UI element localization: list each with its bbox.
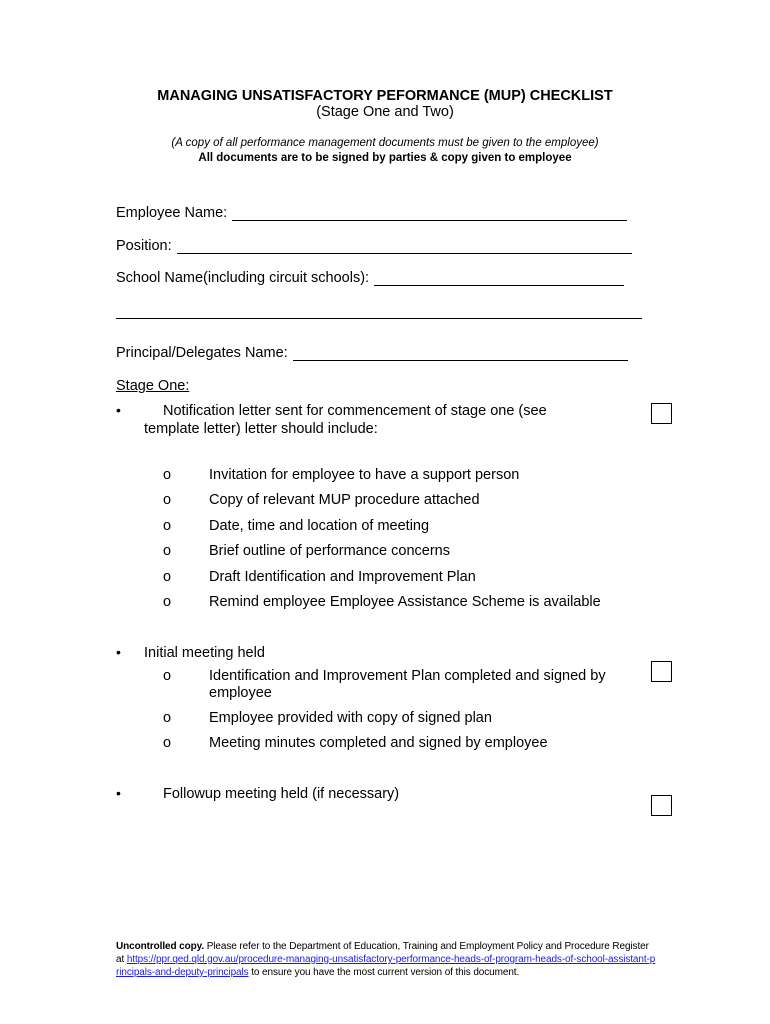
school-name-field[interactable]	[116, 270, 624, 286]
principal-field[interactable]	[116, 345, 628, 361]
employee-name-label: Employee Name:	[116, 205, 228, 221]
school-name-line[interactable]	[374, 271, 624, 286]
stage-one-heading: Stage One:	[116, 378, 190, 394]
item2-text: Initial meeting held	[144, 645, 265, 661]
item1-text-line1: Notification letter sent for commencement of stage one (see	[163, 403, 547, 419]
list-item: Draft Identification and Improvement Plan	[209, 569, 476, 585]
item2-checkbox[interactable]	[651, 661, 672, 682]
list-item: Meeting minutes completed and signed by employee	[209, 735, 548, 751]
footer-text-2: to ensure you have the most current version of this document.	[248, 967, 520, 978]
footer-bold: Uncontrolled copy.	[116, 941, 205, 952]
item1-text-line2: template letter) letter should include:	[144, 421, 378, 437]
footer-link[interactable]: https://ppr.qed.qld.gov.au/procedure-managing-unsatisfactory-performance-heads-of-program-heads-of-school-assistant-principals-and-deputy-principals	[116, 954, 656, 978]
sub-bullet: o	[163, 569, 172, 585]
list-item: Identification and Improvement Plan completed and signed by employee	[209, 668, 606, 701]
sub-bullet: o	[163, 710, 172, 726]
footer-text-1: Please refer to the Department of Education, Training and Employment Policy and Procedure Register at	[116, 941, 649, 965]
footer-note	[116, 940, 656, 979]
list-item: Invitation for employee to have a support person	[209, 467, 520, 483]
list-item: Brief outline of performance concerns	[209, 543, 450, 559]
employee-name-field[interactable]	[116, 205, 627, 221]
sub-bullet: o	[163, 492, 172, 508]
employee-name-line[interactable]	[232, 206, 627, 221]
sub-bullet: o	[163, 518, 172, 534]
note-italic: (A copy of all performance management documents must be given to the employee)	[171, 137, 599, 149]
bullet-2: •	[116, 644, 121, 660]
bullet-3: •	[116, 785, 121, 801]
list-item: Employee provided with copy of signed plan	[209, 710, 492, 726]
item3-checkbox[interactable]	[651, 795, 672, 816]
bullet-1: •	[116, 402, 121, 418]
note-bold: All documents are to be signed by parties & copy given to employee	[198, 152, 572, 164]
sub-bullet: o	[163, 594, 172, 610]
sub-bullet: o	[163, 668, 172, 684]
page-title: MANAGING UNSATISFACTORY PEFORMANCE (MUP) CHECKLIST	[157, 88, 613, 104]
item1-checkbox[interactable]	[651, 403, 672, 424]
position-label: Position:	[116, 238, 172, 254]
school-name-continuation-line[interactable]	[116, 318, 642, 319]
list-item: Copy of relevant MUP procedure attached	[209, 492, 480, 508]
item3-text: Followup meeting held (if necessary)	[163, 786, 400, 802]
principal-line[interactable]	[293, 346, 628, 361]
list-item: Remind employee Employee Assistance Scheme is available	[209, 594, 601, 610]
sub-bullet: o	[163, 735, 172, 751]
school-name-label: School Name(including circuit schools):	[116, 270, 370, 286]
page-subtitle: (Stage One and Two)	[316, 104, 454, 120]
principal-label: Principal/Delegates Name:	[116, 345, 288, 361]
sub-bullet: o	[163, 467, 172, 483]
position-line[interactable]	[177, 239, 632, 254]
list-item: Date, time and location of meeting	[209, 518, 430, 534]
position-field[interactable]	[116, 238, 632, 254]
sub-bullet: o	[163, 543, 172, 559]
